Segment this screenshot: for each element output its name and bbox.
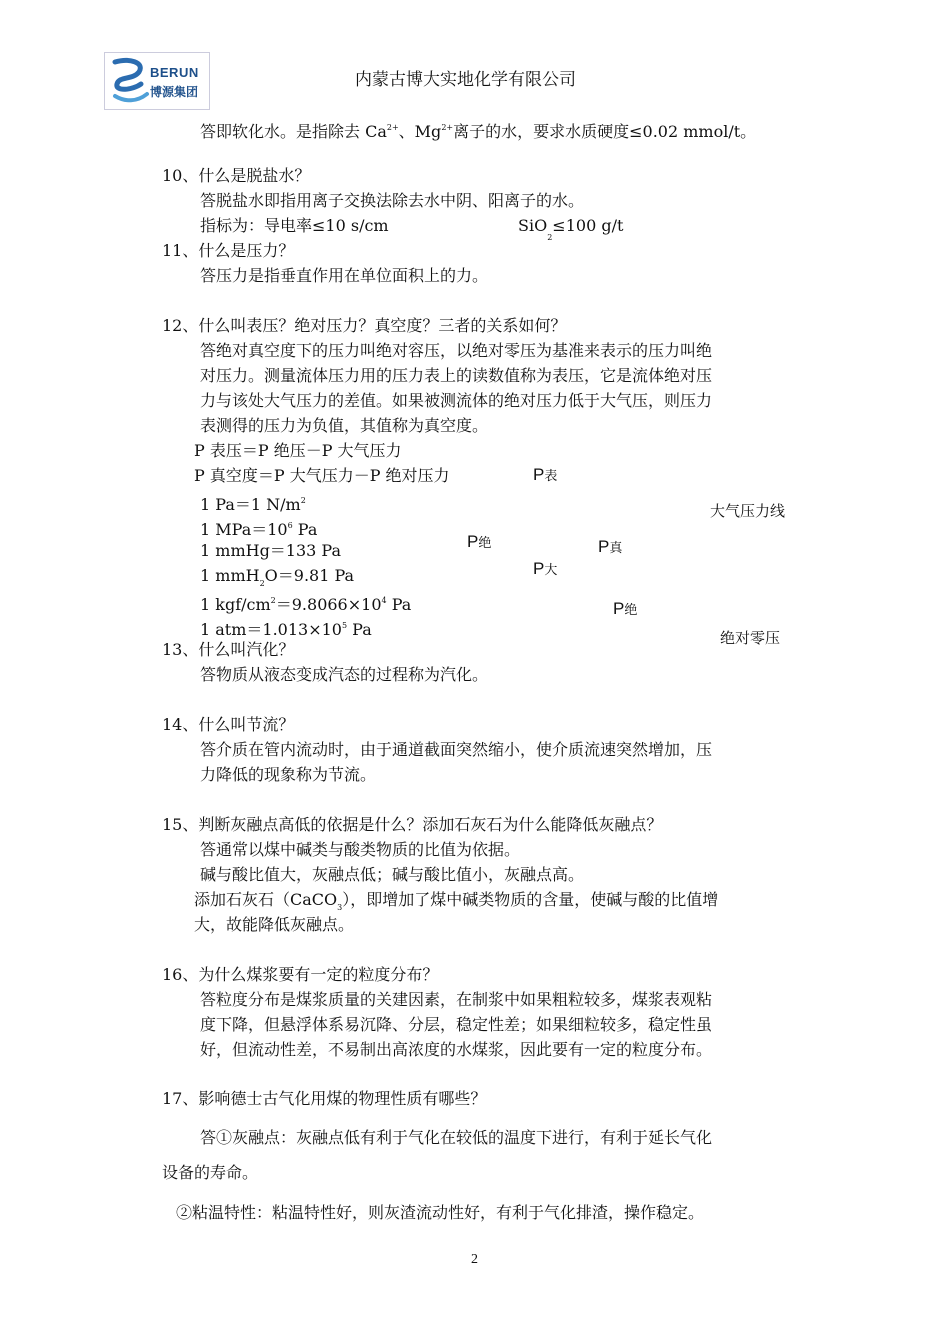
q15-question: 15、判断灰融点高低的依据是什么？添加石灰石为什么能降低灰融点？	[162, 815, 663, 834]
q16-answer-line: 好，但流动性差，不易制出高浓度的水煤浆，因此要有一定的粒度分布。	[200, 1040, 713, 1059]
q17-answer-line: ②粘温特性：粘温特性好，则灰渣流动性好，有利于气化排渣，操作稳定。	[176, 1203, 705, 1222]
q11-answer: 答压力是指垂直作用在单位面积上的力。	[200, 266, 489, 285]
q11-question: 11、什么是压力？	[162, 241, 295, 260]
q12-answer-line: 对压力。测量流体压力用的压力表上的读数值称为表压，它是流体绝对压	[200, 366, 713, 385]
q17-answer-line: 答①灰融点：灰融点低有利于气化在较低的温度下进行，有利于延长气化	[200, 1128, 713, 1147]
unit-mmhg: 1 mmHg＝133 Pa	[200, 541, 342, 560]
q15-answer-line: 大，故能降低灰融点。	[194, 915, 355, 934]
diagram-zero-line-label: 绝对零压	[720, 629, 781, 647]
q16-answer-line: 答粒度分布是煤浆质量的关建因素，在制浆中如果粗粒较多，煤浆表观粘	[200, 990, 713, 1009]
q10-answer: 答脱盐水即指用离子交换法除去水中阴、阳离子的水。	[200, 191, 585, 210]
unit-kgf: 1 kgf/$cm^2=9.8066\times 10^4$ Pa	[200, 595, 412, 614]
q13-answer: 答物质从液态变成汽态的过程称为汽化。	[200, 665, 489, 684]
q10-spec-silica: SiO$_2$≤100 g/t	[518, 216, 624, 242]
company-logo	[104, 52, 210, 110]
q14-answer-line: 力降低的现象称为节流。	[200, 765, 377, 784]
q12-answer-line: 答绝对真空度下的压力叫绝对容压，以绝对零压为基准来表示的压力叫绝	[200, 341, 713, 360]
q14-answer-line: 答介质在管内流动时，由于通道截面突然缩小，使介质流速突然增加，压	[200, 740, 713, 759]
q13-question: 13、什么叫汽化？	[162, 640, 295, 659]
logo-english: BERUN	[150, 65, 199, 80]
diagram-label-absolute: P绝	[467, 532, 492, 551]
q14-question: 14、什么叫节流？	[162, 715, 295, 734]
q16-answer-line: 度下降，但悬浮体系易沉降、分层，稳定性差；如果细粒较多，稳定性虽	[200, 1015, 713, 1034]
unit-mpa: 1 $MPa=10^6$ Pa	[200, 520, 318, 539]
q17-answer-line: 设备的寿命。	[162, 1163, 259, 1182]
q15-answer-line: 碱与酸比值大，灰融点低；碱与酸比值小，灰融点高。	[200, 865, 585, 884]
page-number: 2	[471, 1252, 478, 1267]
q12-formula-gauge: P 表压＝P 绝压－P 大气压力	[194, 441, 402, 460]
unit-pa: 1 Pa＝1 $N/m^2$	[200, 495, 306, 514]
q15-answer-line: 答通常以煤中碱类与酸类物质的比值为依据。	[200, 840, 521, 859]
q10-question: 10、什么是脱盐水？	[162, 166, 311, 185]
q9-answer: 答即软化水。是指除去 $Ca^{2+}$、$Mg^{2+}$离子的水，要求水质硬度≤0.02 mmol/t。	[200, 122, 757, 141]
company-title: 内蒙古博大实地化学有限公司	[355, 70, 576, 90]
diagram-label-atmospheric: P大	[533, 559, 558, 578]
q15-answer-line: 添加石灰石（CaCO$_3$），即增加了煤中碱类物质的含量，使碱与酸的比值增	[194, 890, 719, 912]
q16-question: 16、为什么煤浆要有一定的粒度分布？	[162, 965, 439, 984]
diagram-label-vacuum: P真	[598, 537, 623, 556]
berun-wave-icon	[111, 56, 151, 106]
q12-answer-line: 力与该处大气压力的差值。如果被测流体的绝对压力低于大气压，则压力	[200, 391, 713, 410]
q17-question: 17、影响德士古气化用煤的物理性质有哪些？	[162, 1089, 487, 1108]
unit-mmh2o: 1 mmH$_2$O＝9.81 Pa	[200, 566, 355, 588]
diagram-label-gauge: P表	[533, 465, 558, 484]
logo-chinese: 博源集团	[150, 85, 199, 99]
unit-atm: 1 $atm=1.013\times 10^5$ Pa	[200, 620, 372, 639]
q12-answer-line: 表测得的压力为负值，其值称为真空度。	[200, 416, 489, 435]
q12-question: 12、什么叫表压？绝对压力？真空度？三者的关系如何？	[162, 316, 567, 335]
diagram-label-absolute-2: P绝	[613, 599, 638, 618]
q12-formula-vacuum: P 真空度＝P 大气压力－P 绝对压力	[194, 466, 450, 485]
diagram-atm-line-label: 大气压力线	[710, 502, 786, 520]
q10-spec-conductivity: 指标为：导电率≤10 s/cm	[200, 216, 389, 235]
